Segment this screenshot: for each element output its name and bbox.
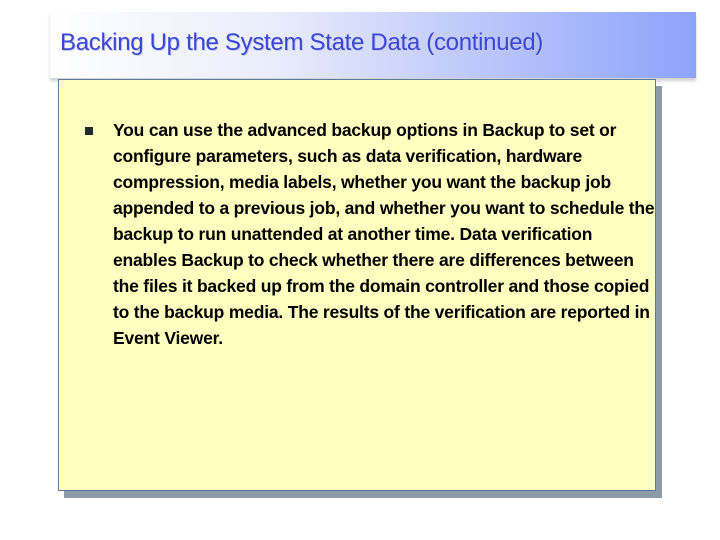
bullet-text: You can use the advanced backup options in Backup to set or configure parameters, such as data verification, hardware compression, media labels, whether you want the backup job appended to a previous job, and whether you want to schedule the backup to run unattended at another time. Data verification enables Backup to check whether there are differences between the files it backed up from the domain controller and those copied to the backup media. The results of the verification are reported in Event Viewer. <box>113 120 655 348</box>
square-bullet-icon <box>85 127 93 135</box>
content-box <box>58 79 656 491</box>
slide-title: Backing Up the System State Data (continued) <box>60 29 544 56</box>
